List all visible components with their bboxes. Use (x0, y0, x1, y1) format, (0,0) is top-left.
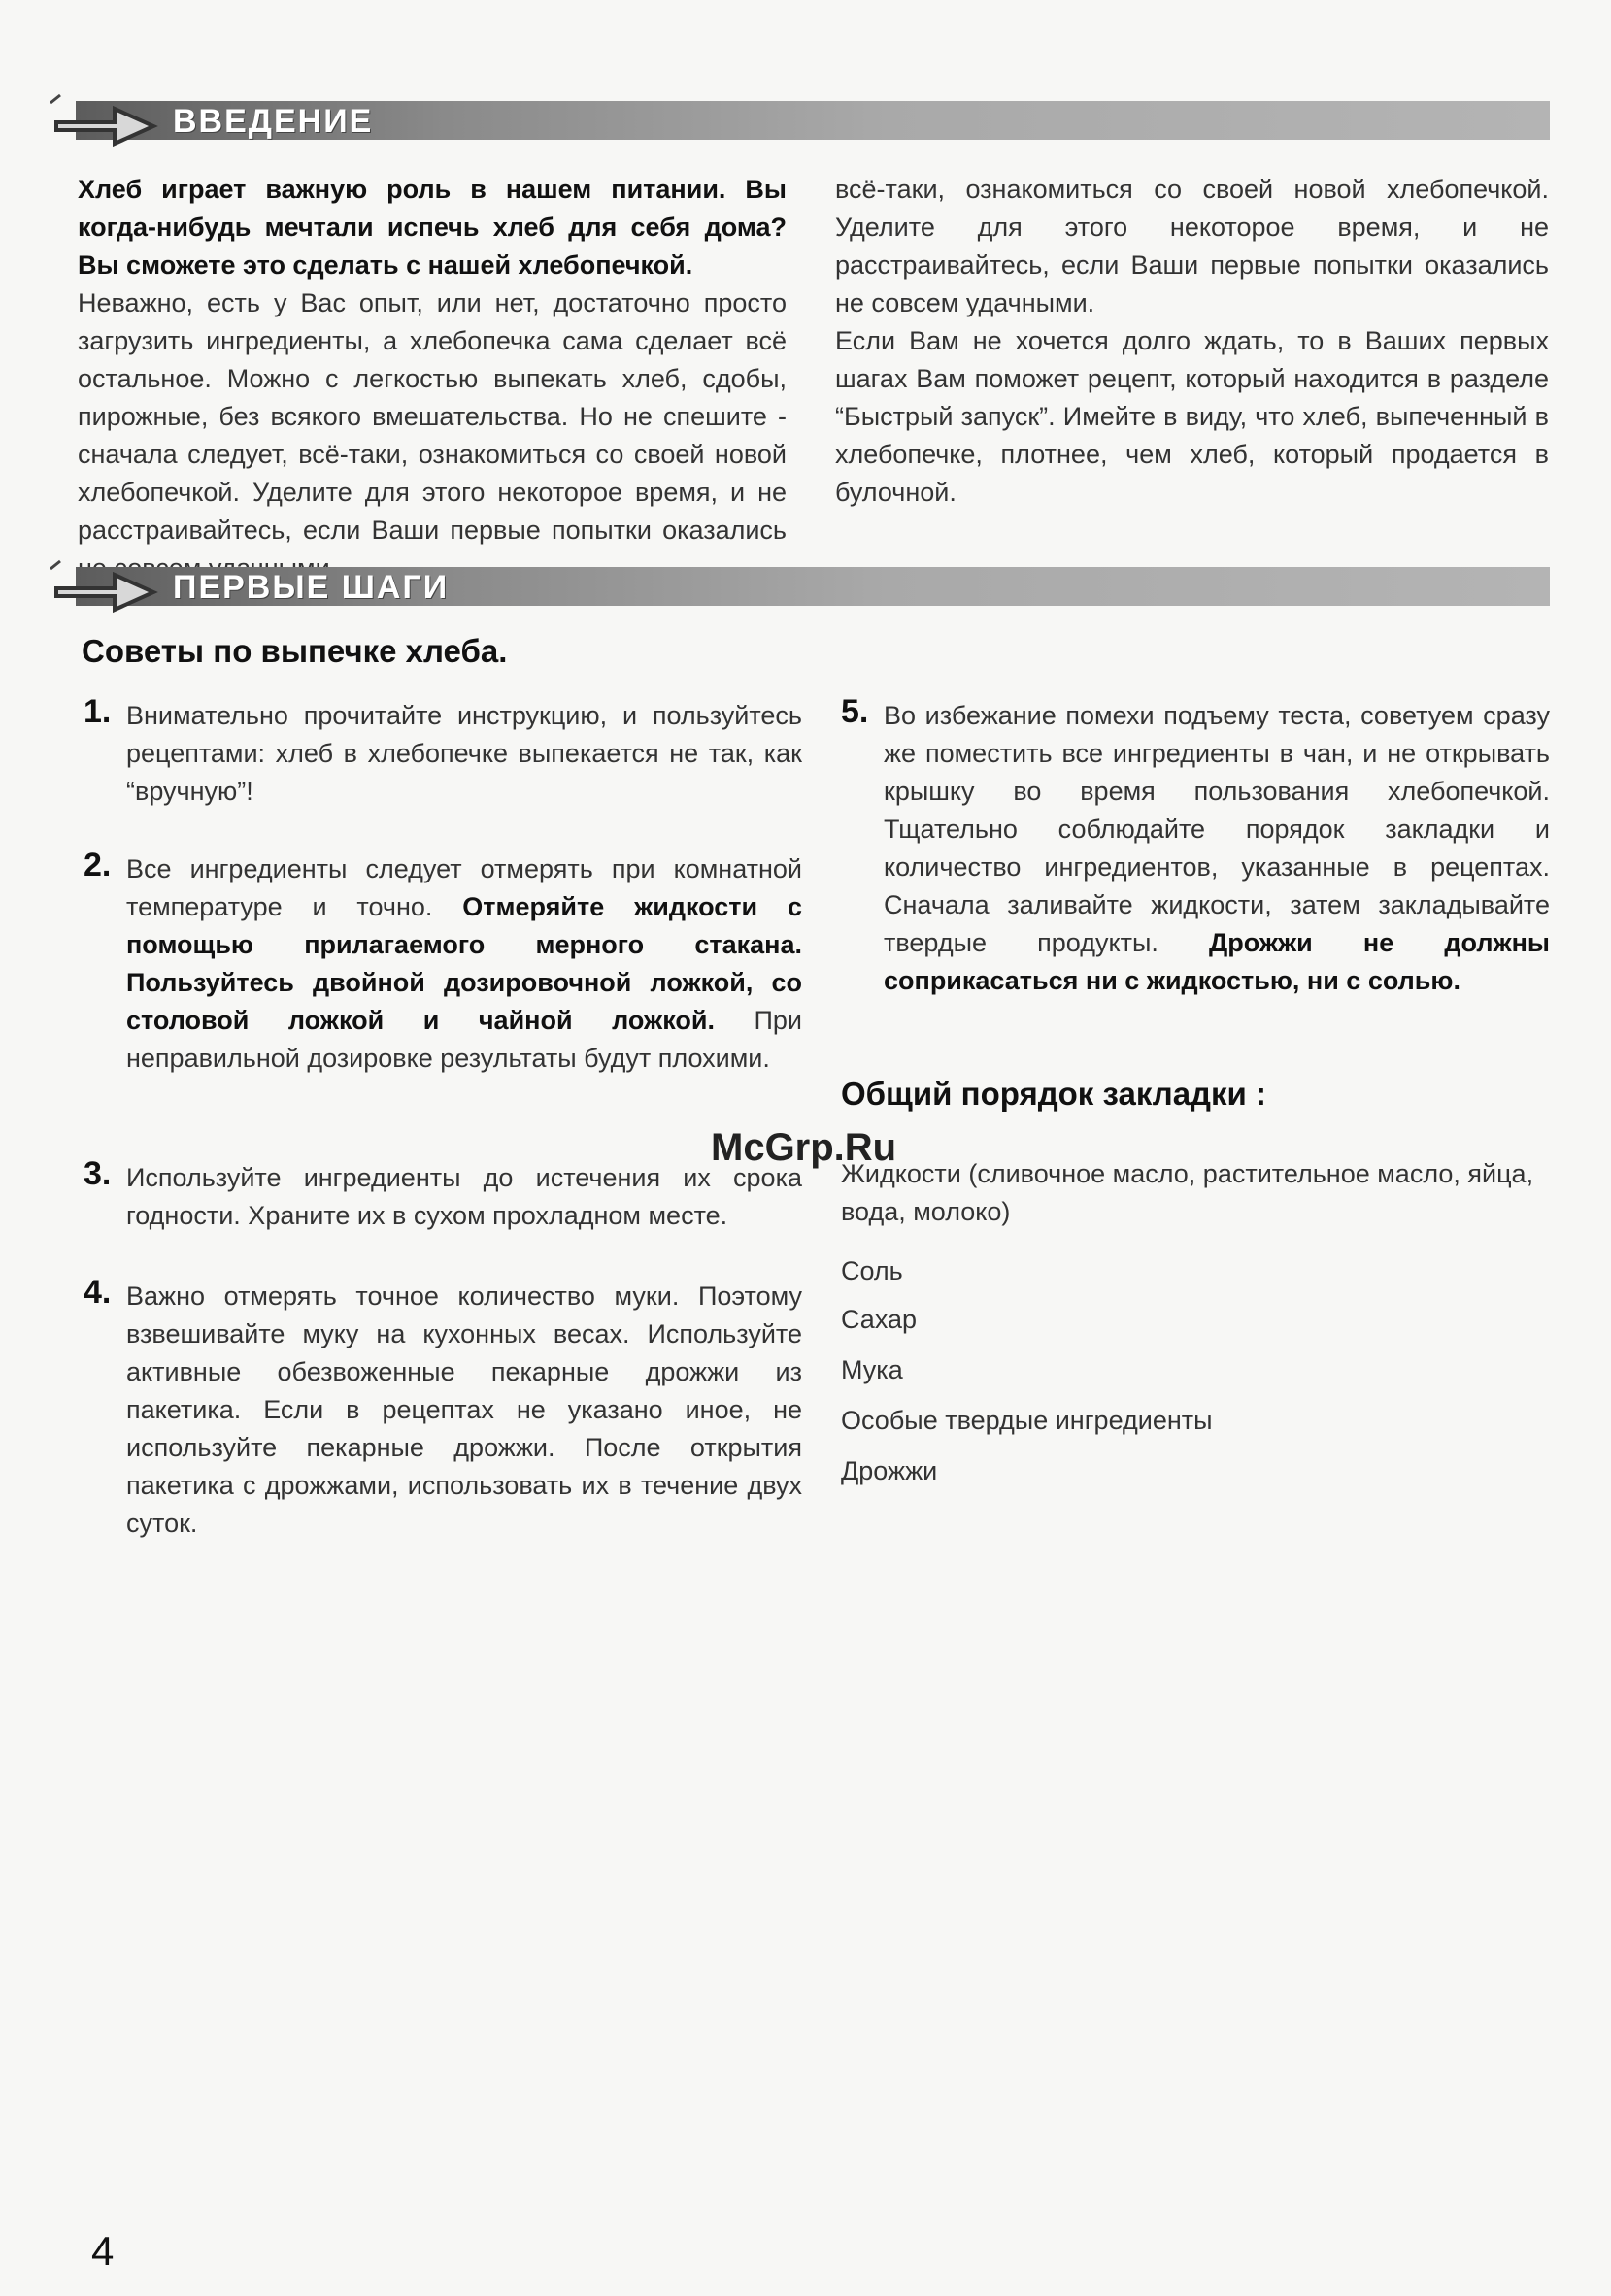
order-line: Дрожжи (841, 1456, 938, 1485)
section-title-intro: ВВЕДЕНИЕ (173, 103, 374, 140)
tip-number: 5. (841, 693, 869, 730)
tip-number: 3. (84, 1155, 112, 1192)
page-number: 4 (91, 2228, 115, 2274)
tip-item-5 (841, 693, 1550, 1000)
tip-number: 4. (84, 1274, 112, 1311)
tip-text-part: При неправильной дозировке результаты будут плохими. (126, 1006, 803, 1073)
order-line: Соль (841, 1256, 903, 1285)
intro-paragraph-1: Неважно, есть у Вас опыт, или нет, достаточно просто загрузить ингредиенты, а хлебопечка сама сделает всё остальное. Можно с легкостью выпекать хлеб, сдобы, пирожные, без всякого вмешательства. Но не спешите - сначала следует, всё-таки, ознакомиться со своей новой хлебопечкой. Уделите для этого некоторое время, и не расстраивайтесь, если Ваши первые попытки оказались (78, 288, 787, 545)
tip-text: Используйте ингредиенты до истечения их срока годности. Храните их в сухом прохладном месте. (126, 1163, 802, 1230)
order-line: Жидкости (сливочное масло, растительное масло, яйца, вода, молоко) (841, 1159, 1534, 1226)
tip-item-4 (84, 1274, 802, 1543)
arrow-icon (47, 559, 173, 614)
intro-column-right (835, 171, 1549, 512)
tip-item-1 (84, 693, 802, 811)
order-line: Мука (841, 1355, 903, 1384)
tip-item-3 (84, 1155, 802, 1235)
section-header-intro (47, 93, 1550, 144)
tip-number: 2. (84, 847, 112, 883)
tips-heading: Советы по выпечке хлеба. (82, 633, 508, 669)
tip-text-bold: Отмеряйте жидкости с помощью прилагаемого мерного стакана. Пользуйтесь двойной дозировочной ложкой, со столовой ложкой и чайной ложкой. (126, 892, 802, 1035)
intro-column-left (78, 171, 787, 545)
tip-text: Внимательно прочитайте инструкцию, и пользуйтесь рецептами: хлеб в хлебопечке выпекается не так, как “вручную”! (126, 701, 802, 806)
section-title-first-steps: ПЕРВЫЕ ШАГИ (173, 569, 450, 606)
watermark: McGrp.Ru (711, 1126, 897, 1169)
tip-item-2 (84, 847, 803, 1078)
order-heading: Общий порядок закладки : (841, 1076, 1266, 1112)
order-line: Особые твердые ингредиенты (841, 1406, 1213, 1435)
intro-paragraph-2: Если Вам не хочется долго ждать, то в Ваших первых шагах Вам поможет рецепт, который находится в разделе “Быстрый запуск”. Имейте в виду, что хлеб, выпеченный в хлебопечке, плотнее, чем хлеб, который продается в булочной. (835, 326, 1549, 507)
tip-text (126, 850, 802, 1078)
section-header-first-steps (47, 559, 1550, 610)
arrow-icon (47, 93, 173, 148)
tip-text (884, 697, 1550, 1000)
tip-text-bold: Дрожжи не должны соприкасаться ни с жидкостью, ни с солью. (884, 928, 1550, 995)
tip-text: Важно отмерять точное количество муки. Поэтому взвешивайте муку на кухонных весах. Используйте активные обезвоженные пекарные дрожжи из пакетика. Если в рецептах не указано иное, не используйте пекарные дрожжи. После открытия пакетика с дрожжами, использовать их в течение двух суток. (126, 1281, 802, 1538)
intro-paragraph-1-continued: всё-таки, ознакомиться со своей новой хлебопечкой. Уделите для этого некоторое время, и не расстраивайтесь, если Ваши первые попытки оказались не совсем удачными. (835, 175, 1549, 317)
order-line: Сахар (841, 1305, 918, 1334)
tip-number: 1. (84, 693, 112, 730)
intro-lead: Хлеб играет важную роль в нашем питании. Вы когда-нибудь мечтали испечь хлеб для себя дома? Вы сможете это сделать с нашей хлебопечкой. (78, 175, 787, 280)
tip-text-part: Все ингредиенты следует отмерять при комнатной температуре и точно. (126, 854, 802, 921)
tip-text-part: Во избежание помехи подъему теста, советуем сразу же поместить все ингредиенты в чан, и не открывать крышку во время пользования хлебопечкой. Тщательно соблюдайте порядок закладки и количество ингредиентов, указанные в рецептах. Сначала заливайте жидкости, затем закладывайте твердые продукты. (884, 701, 1550, 957)
